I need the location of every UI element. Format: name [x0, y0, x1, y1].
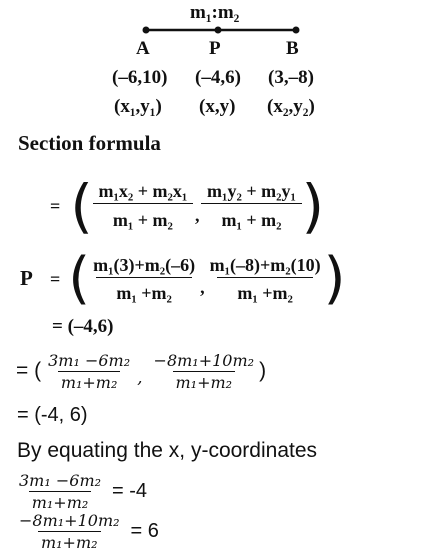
section-title: Section formula — [18, 131, 161, 155]
result-line: = (–4,6) — [52, 316, 114, 337]
point-p-label: P — [209, 38, 221, 59]
point-b-coords: (3,–8) — [268, 67, 314, 88]
point-b-label: B — [286, 38, 299, 59]
equating-text: By equating the x, y-coordinates — [17, 439, 318, 462]
substitution-y-fraction: $\frac{\text{m₁(–8)+m₂(10)}}{\text{m₁ +m₂}}$ — [209, 254, 321, 303]
point-a-general: (x₁,y₁) — [114, 96, 162, 117]
formula-x-fraction: $\frac{\text{m₁x₂ + m₂x₁}}{\text{m₁ + m₂}}$ — [93, 181, 193, 231]
ratio-label: m₁:m₂ — [190, 2, 240, 23]
point-a-coords: (–6,10) — [112, 67, 168, 88]
equation-y: $\frac{\text{−8m₁+10m₂}}{\text{m₁+m₂}}$ = 6 — [16, 510, 159, 552]
point-b-general: (x₂,y₂) — [267, 96, 315, 117]
typeset-y-fraction: $\frac{\text{−8m₁+10m₂}}{\text{m₁+m₂}}$ — [153, 350, 255, 392]
substitution-lhs: P — [20, 266, 33, 290]
formula-block: = ( $\frac{\text{m₁x₂ + m₂x₁}}{\text{m₁ + m₂}}$ , $\frac{\text{m₁y₂ + m₂y₁}}{\text{m₁ + m₂}}$ ) — [50, 172, 325, 240]
typeset-formula: = ( $\frac{\text{3m₁ −6m₂}}{\text{m₁+m₂}}$ , $\frac{\text{−8m₁+10m₂}}{\text{m₁+m₂}}$ ) — [16, 350, 267, 392]
value-line: = (-4, 6) — [17, 404, 88, 426]
point-p-coords: (–4,6) — [195, 67, 241, 88]
point-p-general: (x,y) — [199, 96, 236, 117]
point-a-label: A — [136, 38, 150, 59]
substitution-block: = ( $\frac{\text{m₁(3)+m₂(–6)}}{\text{m₁ +m₂}}$ , $\frac{\text{m₁(–8)+m₂(10)}}{\text{m₁ +m₂}}$ ) — [50, 246, 346, 311]
equation-x-fraction: $\frac{\text{3m₁ −6m₂}}{\text{m₁+m₂}}$ — [19, 470, 102, 512]
formula-equals: = — [50, 195, 61, 216]
equation-y-fraction: $\frac{\text{−8m₁+10m₂}}{\text{m₁+m₂}}$ — [19, 510, 120, 552]
substitution-x-fraction: $\frac{\text{m₁(3)+m₂(–6)}}{\text{m₁ +m₂}}$ — [93, 254, 196, 303]
equation-x: $\frac{\text{3m₁ −6m₂}}{\text{m₁+m₂}}$ = -4 — [16, 470, 147, 512]
typeset-x-fraction: $\frac{\text{3m₁ −6m₂}}{\text{m₁+m₂}}$ — [48, 350, 131, 392]
formula-y-fraction: $\frac{\text{m₁y₂ + m₂y₁}}{\text{m₁ + m₂}}$ — [201, 181, 301, 231]
